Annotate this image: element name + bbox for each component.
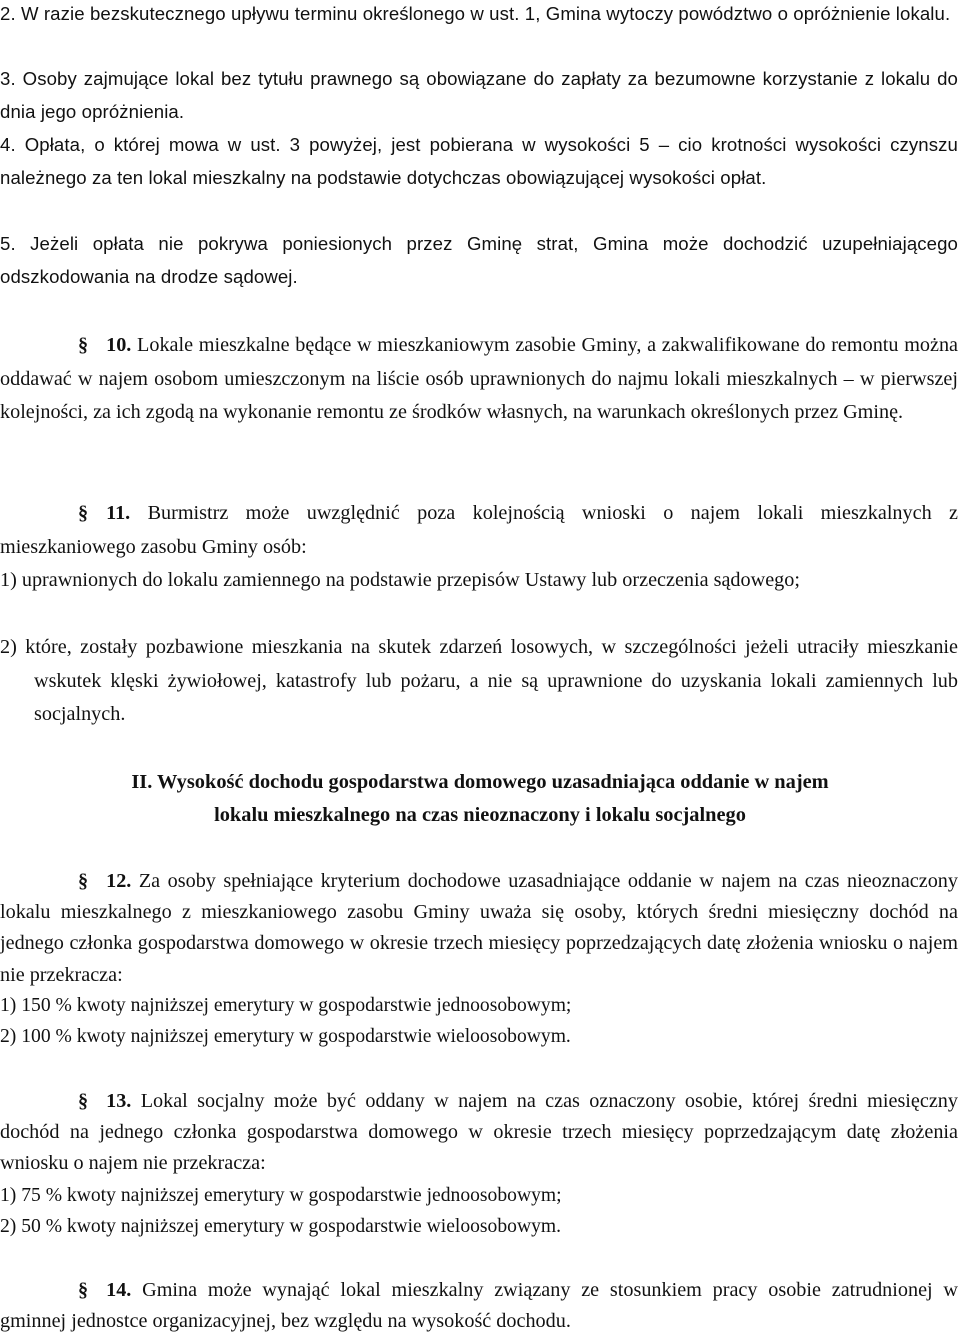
paragraph-10 xyxy=(0,329,958,430)
paragraph-13-item-1 xyxy=(0,1180,958,1211)
section-symbol: § xyxy=(78,870,89,892)
section-symbol: § xyxy=(78,1279,89,1301)
list-item: 2) które, zostały pozbawione mieszkania na skutek zdarzeń losowych, w szczególności jeżeli utraciły mieszkanie wskutek klęski żywiołowej, katastrofy lub pożaru, a nie są uprawnione do uzyskania lokali zamiennych lub socjalnych. xyxy=(0,636,958,725)
item-2 xyxy=(0,0,958,31)
section-heading-line-2: lokalu mieszkalnego na czas nieoznaczony i lokalu socjalnego xyxy=(214,804,746,826)
paragraph-number: 11. xyxy=(106,502,131,524)
paragraph-number: 14. xyxy=(106,1279,132,1301)
list-item: 2) 100 % kwoty najniższej emerytury w gospodarstwie wieloosobowym. xyxy=(0,1026,571,1047)
section-symbol: § xyxy=(78,334,89,356)
paragraph-12-item-2 xyxy=(0,1021,958,1052)
list-item: 1) uprawnionych do lokalu zamiennego na podstawie przepisów Ustawy lub orzeczenia sądowego; xyxy=(0,569,800,591)
item-4-text: 4. Opłata, o której mowa w ust. 3 powyżej, jest pobierana w wysokości 5 – cio krotności wysokości czynszu należnego za ten lokal mieszkalny na podstawie dotychczas obowiązującej wysokości opłat. xyxy=(0,134,958,188)
paragraph-14 xyxy=(0,1275,958,1337)
item-5-text: 5. Jeżeli opłata nie pokrywa poniesionych przez Gminę strat, Gmina może dochodzić uzupełniającego odszkodowania na drodze sądowej. xyxy=(0,233,958,287)
paragraph-number: 10. xyxy=(106,334,132,356)
paragraph-number: 13. xyxy=(106,1090,132,1112)
paragraph-11-item-1 xyxy=(0,564,958,598)
paragraph-11-item-2 xyxy=(0,631,958,732)
paragraph-13-item-2 xyxy=(0,1211,958,1242)
paragraph-10-text: Lokale mieszkalne będące w mieszkaniowym zasobie Gminy, a zakwalifikowane do remontu można oddawać w najem osobom umieszczonym na liście osób uprawnionych do najmu lokali mieszkalnych – w pierwszej kolejności, za ich zgodą na wykonanie remontu ze środków własnych, na warunkach określonych przez Gminę. xyxy=(0,334,958,423)
item-2-text: 2. W razie bezskutecznego upływu terminu określonego w ust. 1, Gmina wytoczy powództwo o opróżnienie lokalu. xyxy=(0,3,951,24)
section-symbol: § xyxy=(78,1090,89,1112)
section-heading-line-1: II. Wysokość dochodu gospodarstwa domowego uzasadniająca oddanie w najem xyxy=(131,771,829,793)
list-item: 2) 50 % kwoty najniższej emerytury w gospodarstwie wieloosobowym. xyxy=(0,1216,562,1237)
paragraph-12-text: Za osoby spełniające kryterium dochodowe uzasadniające oddanie w najem na czas nieoznaczony lokalu mieszkalnego z mieszkaniowego zasobu Gminy uważa się osoby, których średni miesięczny dochód na jednego członka gospodarstwa domowego w okresie trzech miesięcy poprzedzających datę złożenia wniosku o najem nie przekracza: xyxy=(0,870,958,986)
item-3-text: 3. Osoby zajmujące lokal bez tytułu prawnego są obowiązane do zapłaty za bezumowne korzystanie z lokalu do dnia jego opróżnienia. xyxy=(0,68,958,122)
item-4 xyxy=(0,129,958,194)
list-item: 1) 75 % kwoty najniższej emerytury w gospodarstwie jednoosobowym; xyxy=(0,1185,562,1206)
item-5 xyxy=(0,228,958,293)
paragraph-11 xyxy=(0,497,958,564)
paragraph-12-item-1 xyxy=(0,990,958,1021)
paragraph-12 xyxy=(0,866,958,991)
paragraph-number: 12. xyxy=(106,870,132,892)
paragraph-13-text: Lokal socjalny może być oddany w najem na czas oznaczony osobie, której średni miesięczny dochód na jednego członka gospodarstwa domowego w okresie trzech miesięcy poprzedzającym datę złożenia wniosku o najem nie przekracza: xyxy=(0,1090,958,1175)
item-3 xyxy=(0,63,958,128)
paragraph-11-text: Burmistrz może uwzględnić poza kolejnością wnioski o najem lokali mieszkalnych z mieszkaniowego zasobu Gminy osób: xyxy=(0,502,958,558)
list-item: 1) 150 % kwoty najniższej emerytury w gospodarstwie jednoosobowym; xyxy=(0,995,572,1016)
section-symbol: § xyxy=(78,502,89,524)
paragraph-14-text: Gmina może wynająć lokal mieszkalny związany ze stosunkiem pracy osobie zatrudnionej w gminnej jednostce organizacyjnej, bez względu na wysokość dochodu. xyxy=(0,1279,958,1333)
paragraph-13 xyxy=(0,1086,958,1180)
